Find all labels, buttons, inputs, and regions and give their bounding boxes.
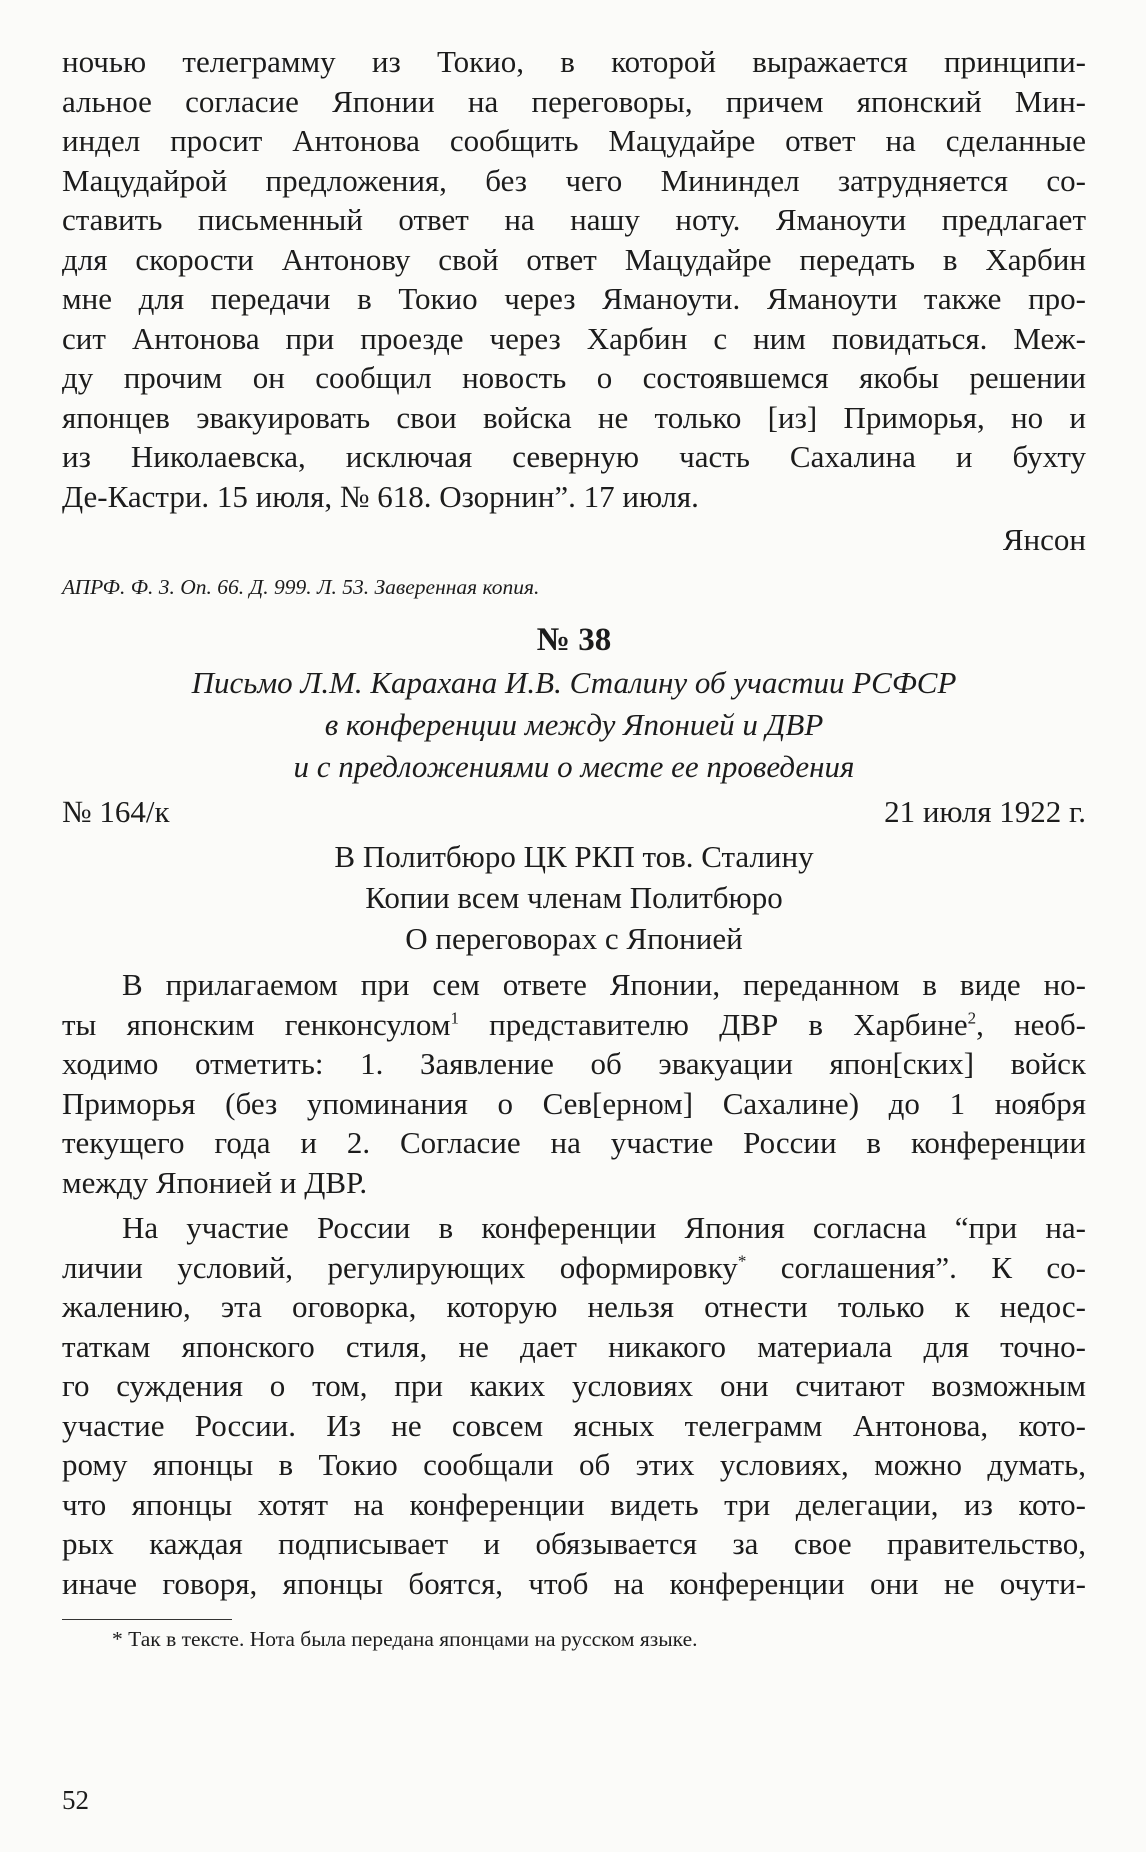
text-line: индел просит Антонова сообщить Мацудайре ответ на сделанные: [62, 123, 1086, 158]
address-line: О переговорах с Японией: [405, 921, 743, 956]
letter-reference: № 164/к: [62, 794, 170, 829]
text-fragment: представителю ДВР в Харбине: [458, 1006, 968, 1042]
text-line: ходимо отметить: 1. Заявление об эвакуации япон[ских] войск: [62, 1046, 1086, 1081]
footnote-mark: *: [112, 1627, 123, 1651]
text-fragment: личии условий, регулирующих оформировку: [62, 1249, 738, 1285]
address-line: В Политбюро ЦК РКП тов. Сталину: [334, 839, 814, 874]
text-line: Де-Кастри. 15 июля, № 618. Озорнин”. 17 июля.: [62, 478, 699, 514]
text-line: На участие России в конференции Япония согласна “при на-: [122, 1210, 1086, 1245]
signature: Янсон: [1002, 522, 1086, 557]
text-line: японцев эвакуировать свои войска не только [из] Приморья, но и: [62, 399, 1086, 435]
text-line: рых каждая подписывает и обязывается за свое правительство,: [62, 1526, 1086, 1561]
text-line: что японцы хотят на конференции видеть три делегации, из кото-: [62, 1486, 1086, 1522]
text-line: таткам японского стиля, не дает никакого материала для точно-: [62, 1328, 1086, 1364]
footnote: [62, 1624, 1086, 1654]
text-line: В прилагаемом при сем ответе Японии, переданном в виде но-: [122, 967, 1086, 1002]
paragraph-1: [62, 965, 1086, 1202]
text-line: мне для передачи в Токио через Яманоути. Яманоути также про-: [62, 281, 1086, 316]
title-line: и с предложениями о месте ее проведения: [293, 749, 855, 784]
text-line: участие России. Из не совсем ясных телеграмм Антонова, кото-: [62, 1407, 1086, 1443]
text-line: текущего года и 2. Согласие на участие России в конференции: [62, 1125, 1086, 1160]
footnote-ref: 1: [450, 1008, 459, 1028]
page-body: [62, 42, 1086, 1654]
text-line: ставить письменный ответ на нашу ноту. Яманоути предлагает: [62, 202, 1086, 237]
text-fragment: ты японским генконсулом: [62, 1006, 451, 1042]
address-block: [62, 836, 1086, 959]
footnote-ref: *: [737, 1251, 747, 1271]
text-line: между Японией и ДВР.: [62, 1164, 368, 1200]
letter-date: 21 июля 1922 г.: [884, 794, 1086, 829]
document-number: № 38: [536, 622, 612, 658]
top-paragraph: [62, 42, 1086, 516]
text-fragment: , необ-: [976, 1006, 1086, 1042]
text-line: альное согласие Японии на переговоры, причем японский Мин-: [62, 83, 1086, 119]
footnote-ref: 2: [967, 1008, 977, 1028]
address-line: Копии всем членам Политбюро: [365, 880, 783, 915]
title-line: в конференции между Японией и ДВР: [324, 707, 824, 742]
text-line: иначе говоря, японцы боятся, чтоб на конференции они не очути-: [62, 1565, 1086, 1601]
text-line: ночью телеграмму из Токио, в которой выражается принципи-: [62, 44, 1086, 79]
text-line: го суждения о том, при каких условиях они считают возможным: [62, 1368, 1086, 1403]
text-line: сит Антонова при проезде через Харбин с ним повидаться. Меж-: [62, 320, 1086, 356]
text-line: рому японцы в Токио сообщали об этих условиях, можно думать,: [62, 1447, 1086, 1482]
footnote-divider: [62, 1619, 232, 1620]
title-line: Письмо Л.М. Карахана И.В. Сталину об участии РСФСР: [191, 665, 957, 700]
text-line: Мацудайрой предложения, без чего Мининдел затрудняется со-: [62, 162, 1086, 198]
document-title: [62, 662, 1086, 788]
paragraph-2: [62, 1208, 1086, 1603]
text-line: жалению, эта оговорка, которую нельзя отнести только к недос-: [62, 1289, 1086, 1324]
text-fragment: соглашения”. К со-: [746, 1249, 1086, 1285]
text-line: из Николаевска, исключая северную часть Сахалина и бухту: [62, 439, 1086, 474]
text-line: [62, 1005, 1086, 1045]
letter-meta: [62, 792, 1086, 832]
text-line: ду прочим он сообщил новость о состоявшемся якобы решении: [62, 360, 1086, 395]
footnote-text: Так в тексте. Нота была передана японцами на русском языке.: [122, 1627, 698, 1651]
text-line: [62, 1248, 1086, 1288]
archive-note: АПРФ. Ф. 3. Оп. 66. Д. 999. Л. 53. Заверенная копия.: [62, 575, 540, 599]
page-number: 52: [62, 1785, 89, 1815]
text-line: Приморья (без упоминания о Сев[ерном] Сахалине) до 1 ноября: [62, 1085, 1086, 1121]
text-line: для скорости Антонову свой ответ Мацудайре передать в Харбин: [62, 241, 1086, 277]
